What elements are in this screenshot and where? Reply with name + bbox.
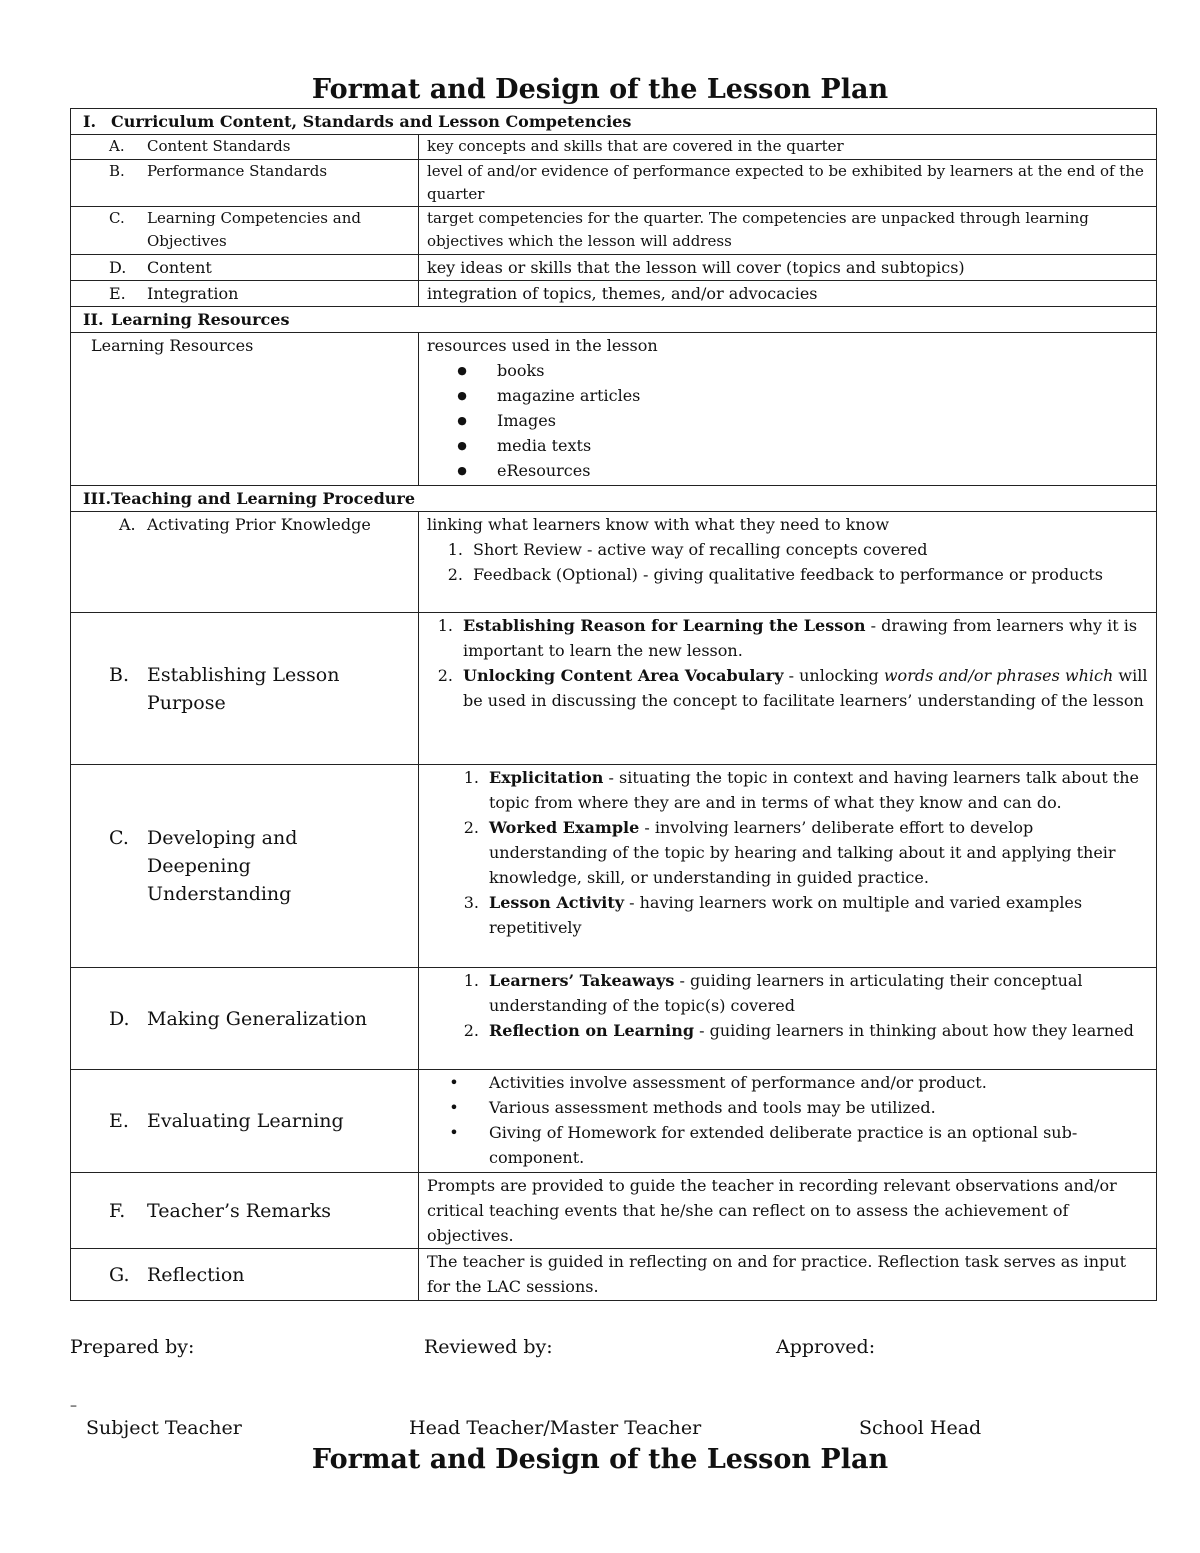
row-description: level of and/or evidence of performance expected to be exhibited by learners at the end of the quarter [419,160,1157,207]
row-description: target competencies for the quarter. The competencies are unpacked through learning objectives which the lesson will address [419,207,1157,255]
row-label: Learning Competencies and Objectives [147,209,361,250]
section-heading-row [71,307,1157,333]
row-description: key ideas or skills that the lesson will cover (topics and subtopics) [419,255,1157,281]
row-letter: G. [109,1263,130,1286]
reviewed-by-label: Reviewed by: [424,1336,553,1358]
row-label: Reflection [147,1263,245,1286]
list-item: 2. Unlocking Content Area Vocabulary - unlocking words and/or phrases which will be used in discussing the concept to facilitate learners’ understanding of the lesson [437,666,1148,710]
row-description: key concepts and skills that are covered in the quarter [419,135,1157,160]
section-heading [71,486,1157,512]
bullet-icon: ● [457,414,467,427]
page-title: Format and Design of the Lesson Plan [311,74,889,105]
list-item: ● books [427,358,1150,383]
table-row [71,160,1157,207]
row-letter: D. [109,258,127,277]
list-item: 1. Learners’ Takeaways - guiding learners in articulating their conceptual understanding of the topic(s) covered [463,971,1083,1015]
bullet-icon: • [449,1123,459,1142]
bullet-icon: ● [457,439,467,452]
table-row [71,333,1157,486]
section-numeral: II. [83,310,104,329]
section-heading [71,109,1157,135]
subject-teacher-label: Subject Teacher [86,1417,242,1439]
row-label: Developing and Deepening Understanding [147,827,298,905]
table-row [71,1249,1157,1301]
row-letter: E. [109,284,126,303]
row-label: Learning Resources [71,333,419,486]
section-title: Curriculum Content, Standards and Lesson Competencies [111,112,632,131]
section-numeral: III. [83,489,112,508]
bullet-icon: ● [457,364,467,377]
row-letter: B. [109,663,130,686]
list-item: 2. Feedback (Optional) - giving qualitative feedback to performance or products [447,565,1103,584]
school-head-label: School Head [859,1417,982,1439]
table-row [71,1173,1157,1249]
signature-dash: – [70,1398,77,1414]
table-row [71,135,1157,160]
list-item: 1. Short Review - active way of recalling concepts covered [447,540,928,559]
table-row [71,512,1157,613]
head-teacher-label: Head Teacher/Master Teacher [409,1417,702,1439]
table-row [71,207,1157,255]
row-letter: E. [109,1110,129,1132]
section-heading [71,307,1157,333]
row-label: Integration [147,284,239,303]
list-item: 2. Reflection on Learning - guiding learners in thinking about how they learned [463,1021,1134,1040]
row-description: integration of topics, themes, and/or advocacies [419,281,1157,307]
row-label: Making Generalization [147,1007,368,1030]
row-label: Teacher’s Remarks [147,1199,332,1222]
prepared-by-label: Prepared by: [70,1336,195,1358]
list-item: • Activities involve assessment of performance and/or product. [419,1070,1150,1095]
row-label: Content [147,258,212,277]
table-row [71,613,1157,765]
table-row [71,255,1157,281]
list-item: ● eResources [427,458,1150,483]
table-row [71,1070,1157,1173]
row-description: The teacher is guided in reflecting on and for practice. Reflection task serves as input for the LAC sessions. [419,1249,1157,1301]
bullet-icon: ● [457,389,467,402]
table-row [71,765,1157,968]
section-title: Learning Resources [111,310,290,329]
section-heading-row [71,109,1157,135]
table-row [71,968,1157,1070]
list-item: • Various assessment methods and tools may be utilized. [419,1095,1150,1120]
bullet-icon: • [449,1098,459,1117]
list-item: ● media texts [427,433,1150,458]
list-item: 1. Establishing Reason for Learning the Lesson - drawing from learners why it is important to learn the new lesson. [437,616,1138,660]
section-numeral: I. [83,112,97,131]
section-title: Teaching and Learning Procedure [111,489,416,508]
list-item: 1. Explicitation - situating the topic in context and having learners talk about the topic from where they are and in terms of what they know and can do. [463,768,1139,812]
list-item: ● magazine articles [427,383,1150,408]
row-letter: A. [109,137,125,155]
row-label: Evaluating Learning [147,1110,344,1132]
row-letter: C. [109,827,129,849]
row-letter: F. [109,1199,126,1222]
list-item: 2. Worked Example - involving learners’ deliberate effort to develop understanding of the topic by hearing and talking about it and applying their knowledge, skill, or understanding in guided practice. [463,818,1116,887]
footer-title: Format and Design of the Lesson Plan [311,1444,889,1475]
row-description: Prompts are provided to guide the teacher in recording relevant observations and/or critical teaching events that he/she can reflect on to assess the achievement of objectives. [419,1173,1157,1249]
bullet-icon: • [449,1073,459,1092]
row-letter: A. [119,515,136,534]
list-item: ● Images [427,408,1150,433]
row-description: resources used in the lesson [427,336,658,355]
row-letter: B. [109,162,125,180]
row-label: Content Standards [147,137,291,155]
approved-label: Approved: [776,1336,876,1358]
row-label: Performance Standards [147,162,328,180]
lesson-plan-table [70,108,1157,1301]
row-letter: D. [109,1007,130,1030]
list-item: 3. Lesson Activity - having learners work on multiple and varied examples repetitively [463,893,1083,937]
bullet-icon: ● [457,464,467,477]
row-letter: C. [109,209,125,227]
section-heading-row [71,486,1157,512]
row-label: Establishing Lesson Purpose [147,663,340,714]
list-item: • Giving of Homework for extended deliberate practice is an optional sub-component. [419,1120,1150,1170]
table-row [71,281,1157,307]
row-label: Activating Prior Knowledge [147,515,371,534]
row-description: linking what learners know with what they need to know [427,515,890,534]
